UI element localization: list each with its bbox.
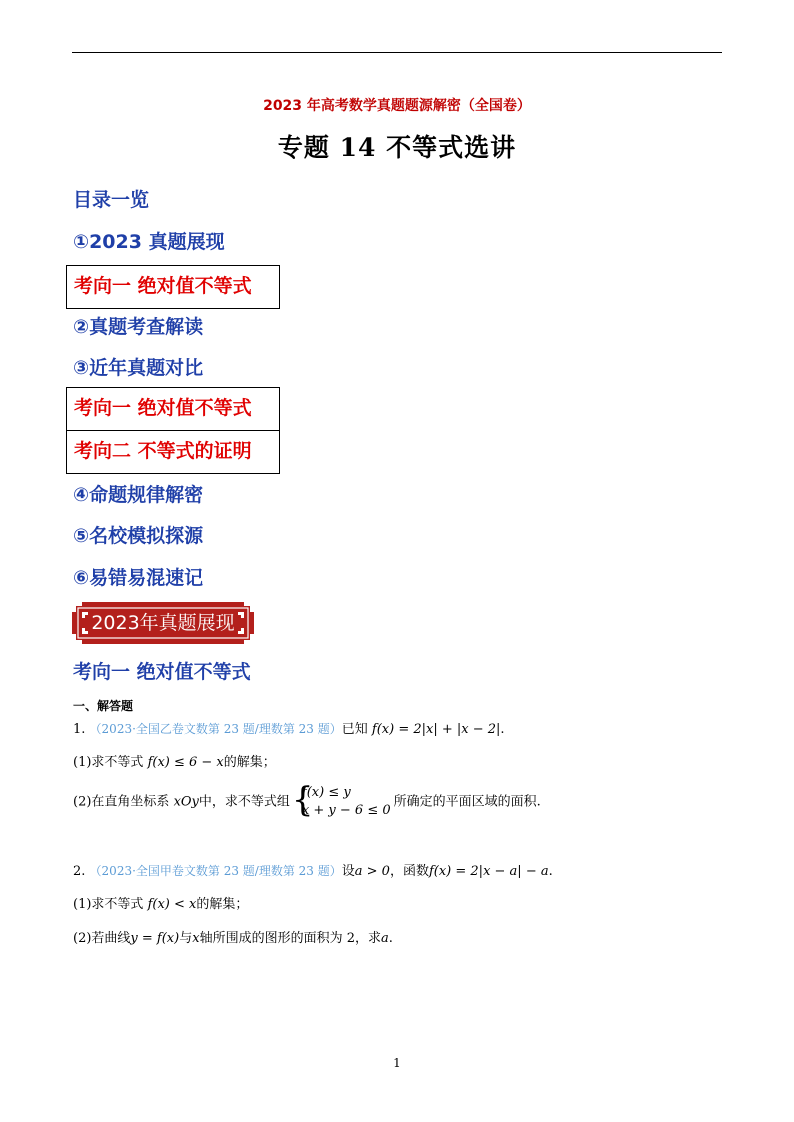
banner-label: 2023年真题展现	[91, 612, 235, 634]
q1-stem-end: .	[500, 722, 505, 737]
toc-item-5: ⑤名校模拟探源	[73, 525, 204, 547]
section-banner	[72, 602, 254, 644]
section-heading: 考向一 绝对值不等式	[73, 661, 251, 683]
q2-part2-mid: 与	[179, 931, 193, 946]
brace-icon: {	[291, 780, 314, 820]
toc-box-2-row-1: 考向一 绝对值不等式	[74, 397, 252, 419]
header-rule	[72, 52, 722, 53]
q2-source: （2023·全国甲卷文数第 23 题/理数第 23 题）	[89, 864, 342, 878]
q2-part2-text: (2)若曲线	[73, 931, 131, 946]
toc-item-4: ④命题规律解密	[73, 484, 204, 506]
doc-subtitle: 2023 年高考数学真题题源解密（全国卷）	[263, 98, 531, 114]
q2-part1	[73, 893, 248, 912]
q1-system-row-1: f(x) ≤ y	[301, 785, 351, 800]
page-number: 1	[393, 1056, 401, 1070]
q1-part2-text: (2)在直角坐标系	[73, 794, 170, 810]
q2-function: f(x) = 2|x − a| − a	[428, 864, 549, 879]
q1-part2-coord: xOy	[173, 794, 199, 810]
q2-part2-var: a	[380, 931, 389, 946]
q2-number: 2.	[73, 864, 86, 879]
q1-stem	[73, 718, 505, 737]
q1-part1-end: 的解集；	[223, 755, 276, 770]
q1-part2	[73, 780, 541, 820]
subsection-heading: 一、解答题	[73, 699, 134, 713]
q1-number: 1.	[73, 722, 86, 737]
q1-source: （2023·全国乙卷文数第 23 题/理数第 23 题）	[89, 722, 342, 736]
q2-part2-curve: y = f(x)	[130, 931, 180, 946]
toc-box-1-row: 考向一 绝对值不等式	[74, 275, 252, 297]
q2-stem-mid: ，函数	[389, 864, 429, 879]
q1-part1-text: (1)求不等式	[73, 755, 144, 770]
doc-title: 专题 14 不等式选讲	[277, 133, 517, 162]
q1-part2-end: 所确定的平面区域的面积.	[393, 794, 541, 810]
toc-heading: 目录一览	[73, 189, 150, 211]
q1-part1	[73, 751, 276, 770]
toc-box-2-row-2: 考向二 不等式的证明	[67, 430, 279, 473]
q2-part1-math: f(x) < x	[147, 897, 197, 912]
q2-part1-end: 的解集；	[196, 897, 249, 912]
q2-stem-text: 设	[341, 864, 355, 879]
q2-part2-axis: x	[192, 931, 200, 946]
q2-part1-text: (1)求不等式	[73, 897, 144, 912]
q2-stem	[73, 860, 553, 879]
toc-box-2	[66, 387, 280, 474]
q2-part2-end: .	[388, 931, 393, 946]
toc-item-3: ③近年真题对比	[73, 357, 204, 379]
q2-condition: a > 0	[354, 864, 390, 879]
toc-item-1: ①2023 真题展现	[73, 231, 225, 253]
q1-stem-text: 已知	[341, 722, 368, 737]
toc-box-1	[66, 265, 280, 309]
q2-part2	[73, 927, 393, 946]
toc-item-6: ⑥易错易混速记	[73, 567, 204, 589]
toc-item-2: ②真题考查解读	[73, 316, 204, 338]
q1-inequality-system	[291, 780, 391, 820]
q1-function: f(x) = 2|x| + |x − 2|	[371, 722, 501, 737]
q2-stem-end: .	[548, 864, 553, 879]
q2-part2-mid2: 轴所围成的图形的面积为 2，求	[199, 931, 381, 946]
q1-part1-math: f(x) ≤ 6 − x	[147, 755, 224, 770]
q1-system-row-2: x + y − 6 ≤ 0	[301, 803, 391, 818]
q1-part2-mid: 中，求不等式组	[198, 794, 290, 810]
